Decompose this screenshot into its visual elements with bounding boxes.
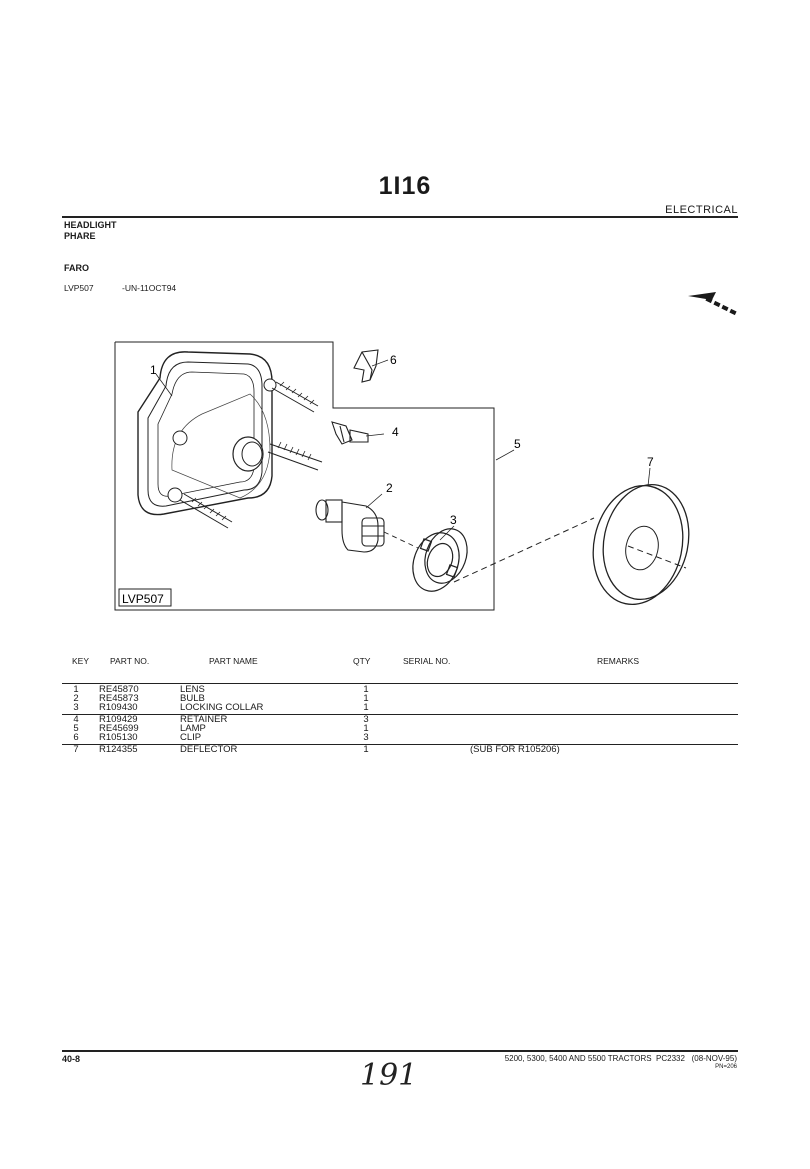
page-number: 40-8 [62, 1054, 81, 1064]
callout-1: 1 [150, 363, 157, 377]
table-row: 1 RE45870 LENS 1 [73, 684, 369, 695]
table-rule-top [62, 683, 738, 684]
lens-housing-part [138, 352, 276, 515]
deflector-part [582, 477, 699, 613]
col-serial-no: SERIAL NO. [403, 656, 451, 666]
callout-4: 4 [392, 425, 399, 439]
col-remarks: REMARKS [597, 656, 640, 666]
table-row: 5 RE45699 LAMP 1 [73, 723, 369, 734]
direction-arrow-icon [686, 290, 742, 320]
effective-date: -UN-11OCT94 [122, 283, 177, 293]
diagram-label: LVP507 [122, 592, 164, 606]
table-row: 7 R124355 DEFLECTOR 1 (SUB FOR R105206) [73, 744, 560, 755]
table-row: 3 R109430 LOCKING COLLAR 1 [73, 702, 369, 713]
callout-5: 5 [514, 437, 521, 451]
table-row: 2 RE45873 BULB 1 [73, 693, 369, 704]
title-spanish: FARO [64, 263, 90, 273]
col-key: KEY [72, 656, 90, 666]
footer-rule [62, 1050, 738, 1052]
locking-collar-part [405, 523, 474, 598]
bulb-part [316, 500, 384, 552]
table-row: 6 R105130 CLIP 3 [73, 732, 369, 743]
title-english: HEADLIGHT [64, 220, 117, 230]
col-part-name: PART NAME [209, 656, 258, 666]
callout-2: 2 [386, 481, 393, 495]
retainer-part [332, 422, 368, 444]
callout-7: 7 [647, 455, 654, 469]
col-part-no: PART NO. [110, 656, 150, 666]
pn-code: PN=206 [715, 1064, 737, 1070]
table-row: 4 R109429 RETAINER 3 [73, 714, 369, 725]
callout-6: 6 [390, 353, 397, 367]
category-label: ELECTRICAL [665, 204, 738, 216]
col-qty: QTY [353, 656, 371, 666]
section-code: 1I16 [378, 172, 432, 200]
title-french: PHARE [64, 231, 96, 241]
callout-3: 3 [450, 513, 457, 527]
handwritten-page-number: 191 [360, 1058, 418, 1093]
headlight-exploded-diagram [100, 330, 710, 620]
illustration-ref: LVP507 [64, 283, 94, 293]
clip-part [354, 350, 378, 382]
header-rule [62, 216, 738, 218]
model-info: 5200, 5300, 5400 AND 5500 TRACTORS PC2332 (08-NOV-95) [504, 1054, 737, 1063]
